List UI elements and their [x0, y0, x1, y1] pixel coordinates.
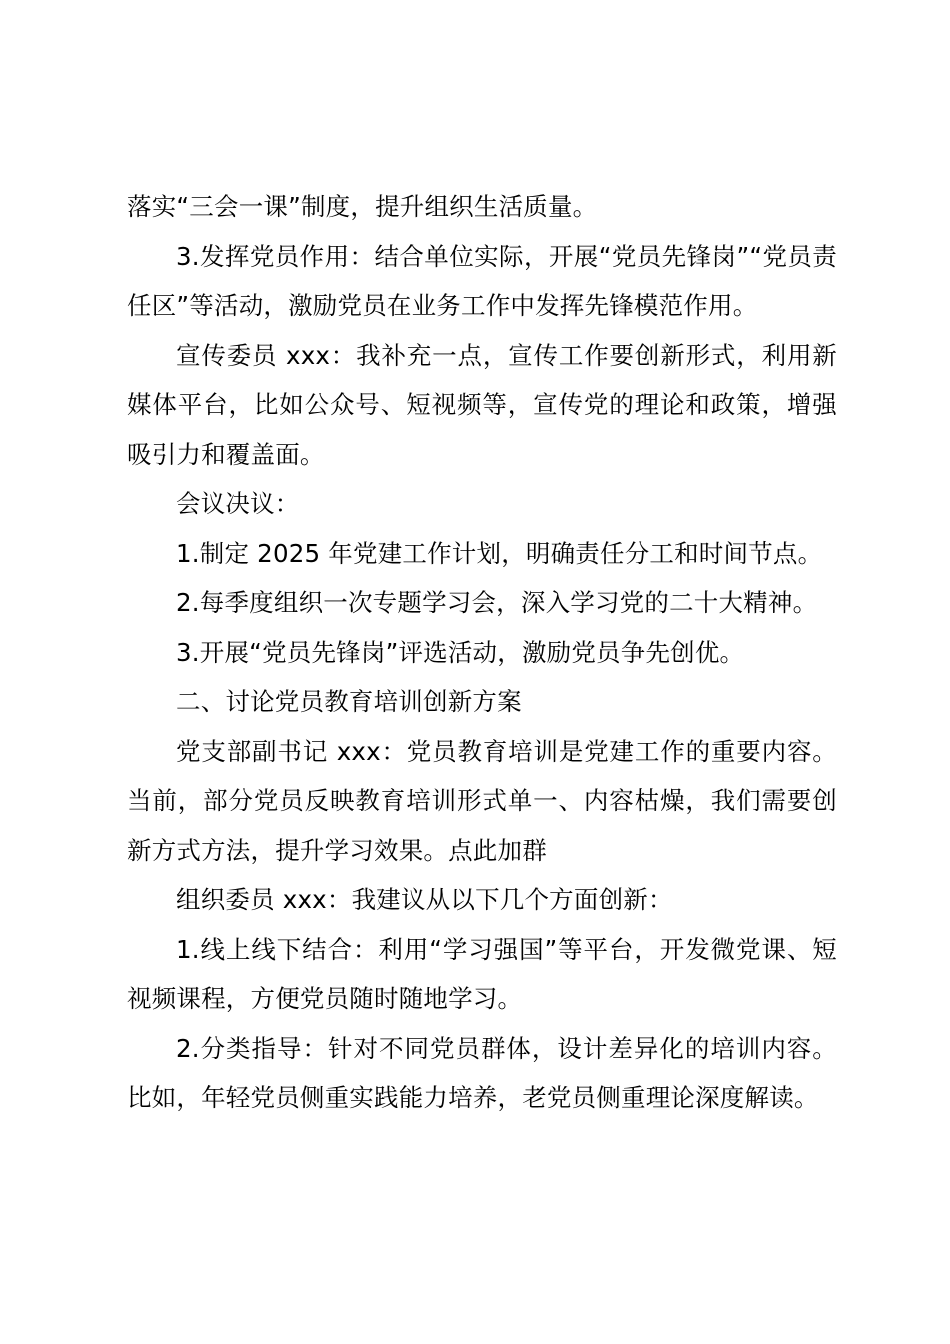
paragraph-resolution-heading: 会议决议：	[176, 489, 300, 518]
paragraph-organization-remark: 组织委员 xxx：我建议从以下几个方面创新：	[176, 885, 673, 914]
paragraph-propaganda-remark: 宣传委员 xxx：我补充一点，宣传工作要创新形式，利用新媒体平台，比如公众号、短视频等，宣传党的理论和政策，增强吸引力和覆盖面。	[127, 340, 837, 469]
paragraph-deputy-secretary-remark: 党支部副书记 xxx：党员教育培训是党建工作的重要内容。当前，部分党员反映教育培训形式单一、内容枯燥，我们需要创新方式方法，提升学习效果。点此加群	[127, 736, 837, 865]
paragraph-innovation-2: 2.分类指导：针对不同党员群体，设计差异化的培训内容。比如，年轻党员侧重实践能力培养，老党员侧重理论深度解读。	[127, 1033, 837, 1112]
section-heading-2: 二、讨论党员教育培训创新方案	[176, 687, 522, 716]
paragraph-innovation-1: 1.线上线下结合：利用“学习强国”等平台，开发微党课、短视频课程，方便党员随时随地学习。	[127, 934, 837, 1013]
paragraph-item-party-role: 3.发挥党员作用：结合单位实际，开展“党员先锋岗”“党员责任区”等活动，激励党员在业务工作中发挥先锋模范作用。	[127, 241, 837, 320]
document-body	[127, 182, 837, 1123]
paragraph-resolution-1: 1.制定 2025 年党建工作计划，明确责任分工和时间节点。	[176, 538, 823, 568]
paragraph-resolution-3: 3.开展“党员先锋岗”评选活动，激励党员争先创优。	[176, 637, 745, 667]
paragraph-continuation: 落实“三会一课”制度，提升组织生活质量。	[127, 192, 598, 221]
paragraph-resolution-2: 2.每季度组织一次专题学习会，深入学习党的二十大精神。	[176, 588, 818, 617]
